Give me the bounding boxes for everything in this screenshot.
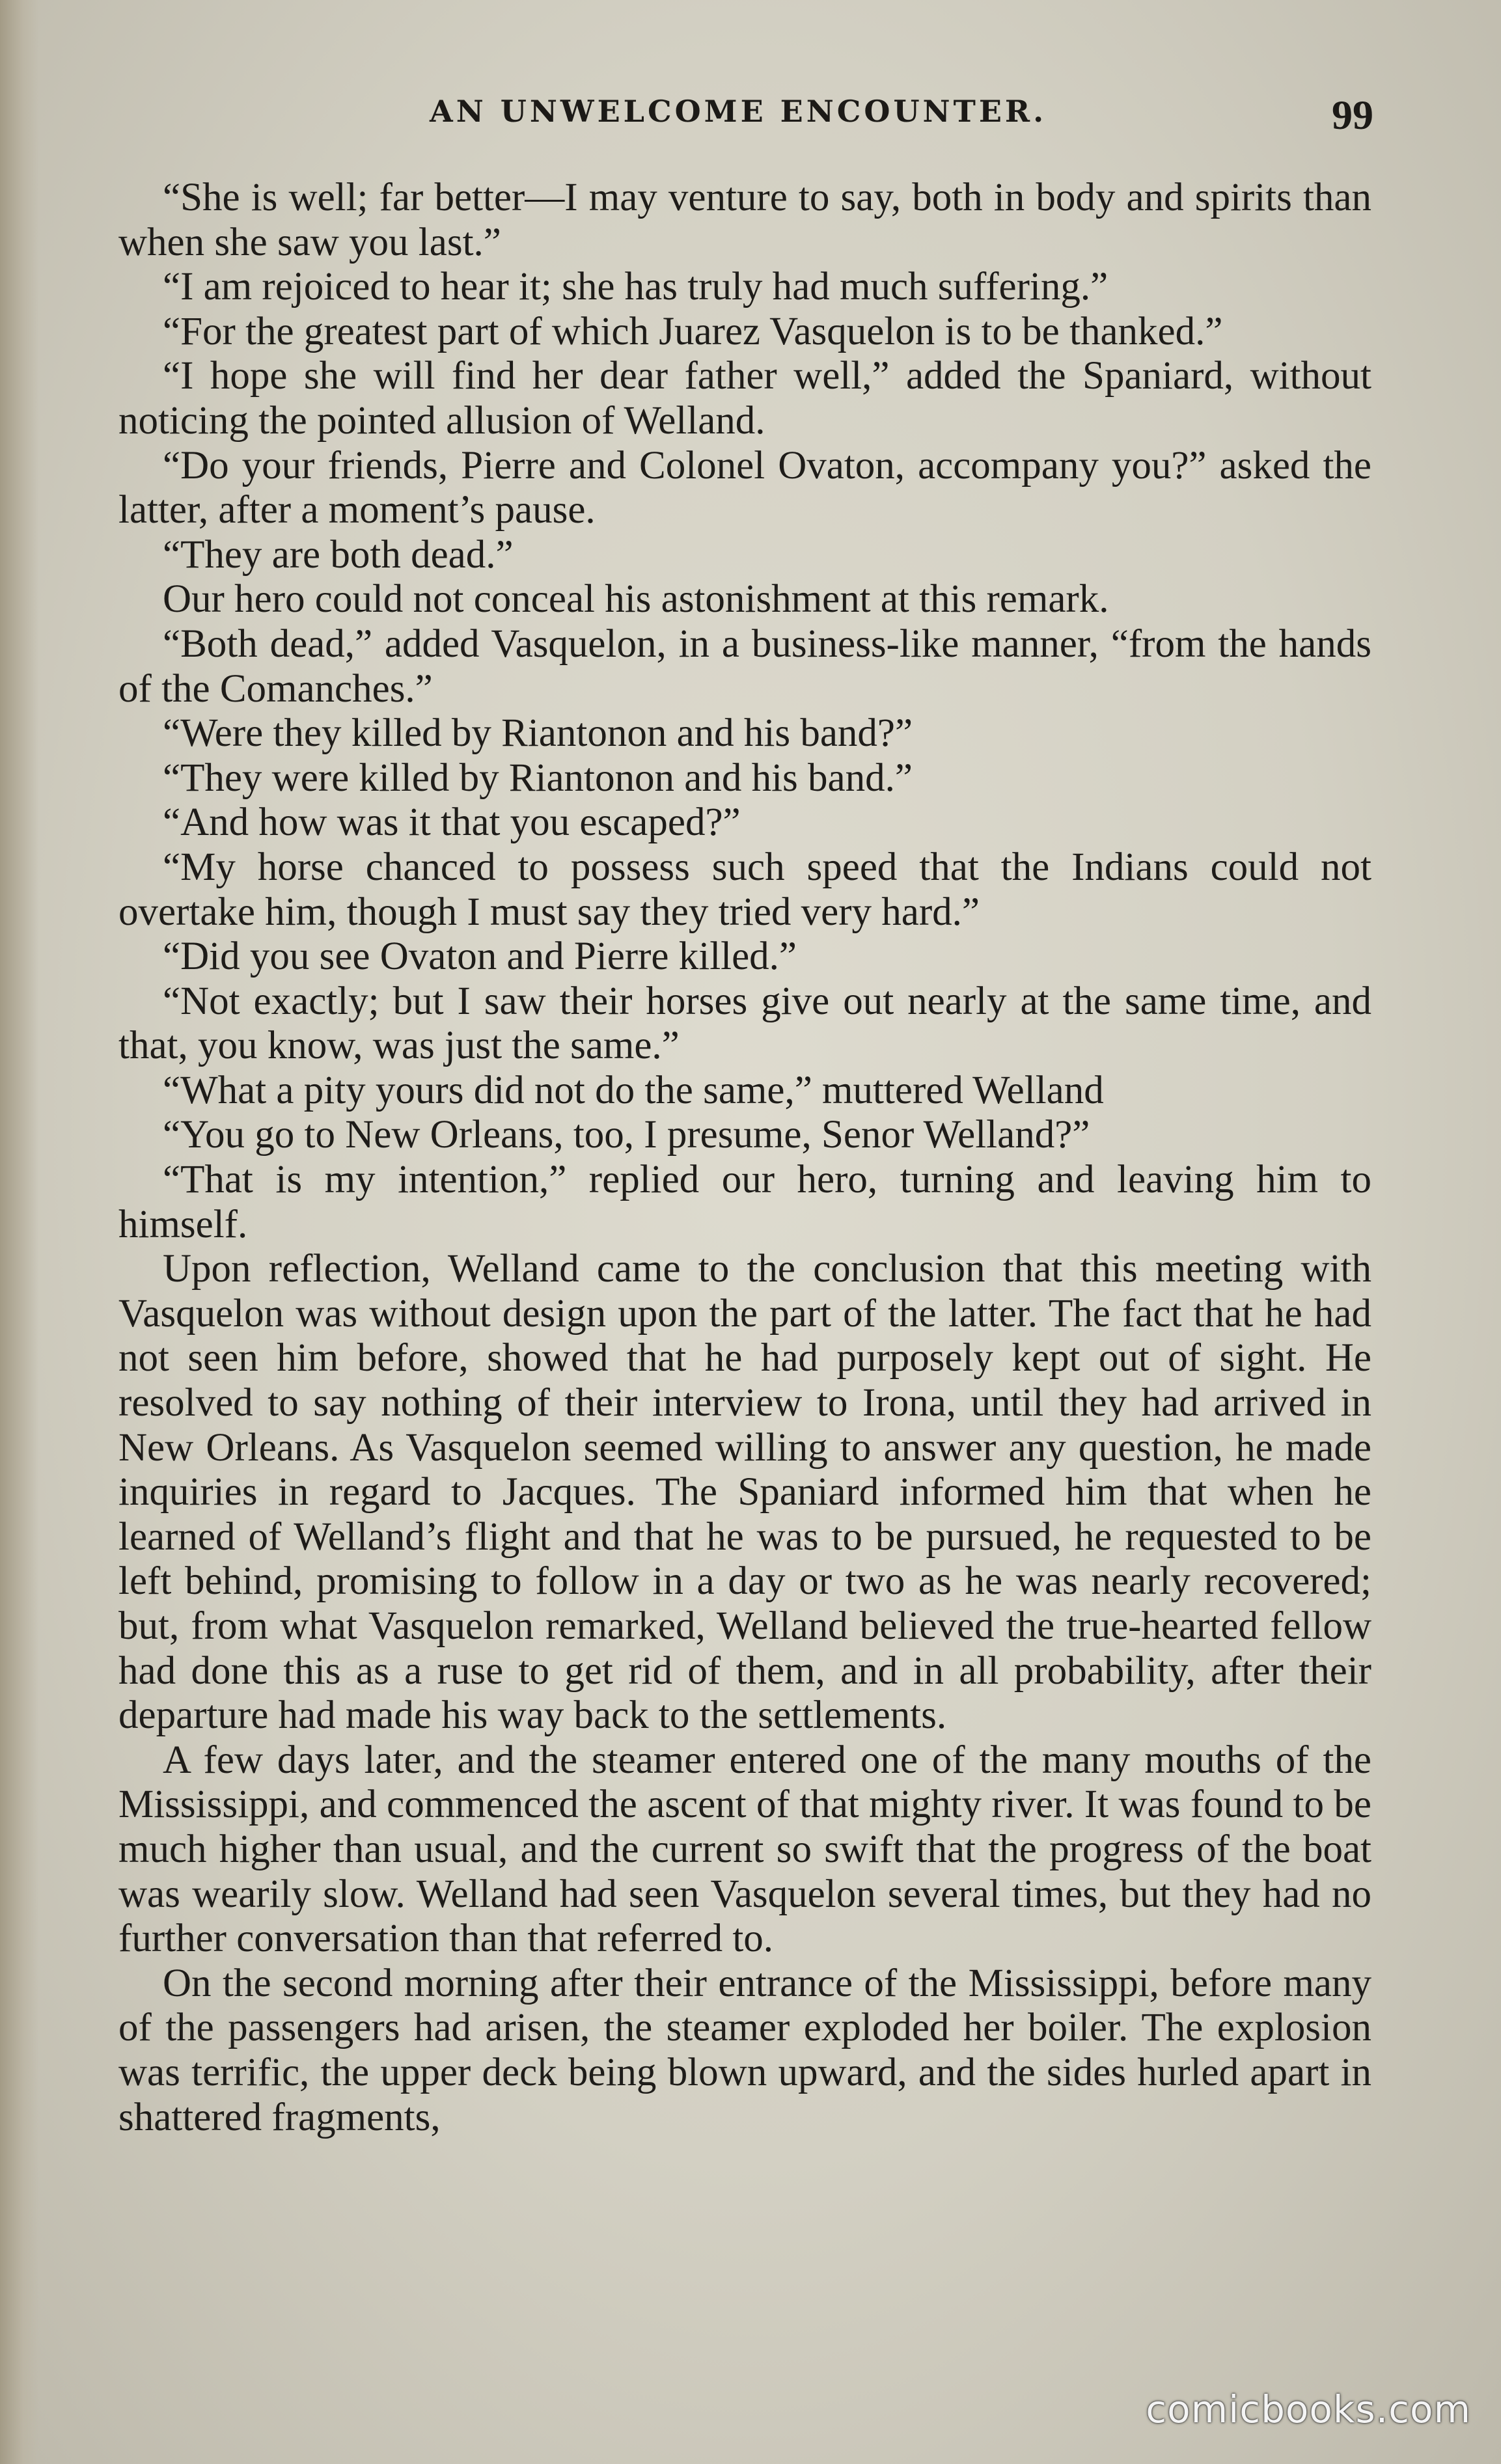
paragraph: “And how was it that you escaped?” xyxy=(163,801,741,845)
page-number: 99 xyxy=(1332,92,1373,138)
paragraph: “I am rejoiced to hear it; she has truly had much suffering.” xyxy=(163,265,1109,309)
page-edge-shadow xyxy=(0,0,39,2464)
paragraph: Our hero could not conceal his astonishment at this remark. xyxy=(163,577,1109,622)
paragraph: “I hope she will find her dear father well,” added the Spaniard, without noticing the pointed allusion of Welland. xyxy=(118,354,1371,443)
paragraph: “Did you see Ovaton and Pierre killed.” xyxy=(163,935,797,979)
paragraph: “What a pity yours did not do the same,” muttered Welland xyxy=(163,1068,1104,1112)
paragraph: A few days later, and the steamer entered one of the many mouths of the Mississippi, and commenced the ascent of that mighty river. It was found to be much higher than usual, and the current so swift that the progress of the boat was wearily slow. Welland had seen Vasquelon several times, but they had no further conversation than that referred to. xyxy=(118,1738,1371,1961)
paragraph: “For the greatest part of which Juarez Vasquelon is to be thanked.” xyxy=(163,309,1223,353)
paragraph: “Both dead,” added Vasquelon, in a business-like manner, “from the hands of the Comanches.” xyxy=(118,622,1371,711)
paragraph: “Do your friends, Pierre and Colonel Ovaton, accompany you?” asked the latter, after a moment’s pause. xyxy=(118,443,1371,532)
paragraph: “You go to New Orleans, too, I presume, Senor Welland?” xyxy=(163,1113,1090,1157)
running-title: AN UNWELCOME ENCOUNTER. xyxy=(430,94,1047,129)
paragraph: On the second morning after their entrance of the Mississippi, before many of the passengers had arisen, the steamer exploded her boiler. The explosion was terrific, the upper deck being blown upward, and the sides hurled apart in shattered fragments, xyxy=(118,1961,1371,2139)
paragraph: “They were killed by Riantonon and his band.” xyxy=(163,756,913,800)
paragraph: “Not exactly; but I saw their horses give out nearly at the same time, and that, you know, was just the same.” xyxy=(118,979,1371,1068)
paragraph: “That is my intention,” replied our hero, turning and leaving him to himself. xyxy=(118,1158,1371,1246)
running-head xyxy=(117,91,1373,143)
site-watermark: comicbooks.com xyxy=(1146,2387,1471,2431)
paragraph: “My horse chanced to possess such speed that the Indians could not overtake him, though I must say they tried very hard.” xyxy=(118,845,1371,934)
body-text xyxy=(118,176,1371,2140)
paragraph: “They are both dead.” xyxy=(163,532,514,577)
paragraph: Upon reflection, Welland came to the conclusion that this meeting with Vasquelon was without design upon the part of the latter. The fact that he had not seen him before, showed that he had purposely kept out of sight. He resolved to say nothing of their interview to Irona, until they had arrived in New Orleans. As Vasquelon seemed willing to answer any question, he made inquiries in regard to Jacques. The Spaniard informed him that when he learned of Welland’s flight and that he was to be pursued, he requested to be left behind, promising to follow in a day or two as he was nearly recovered; but, from what Vasquelon remarked, Welland believed the true-hearted fellow had done this as a ruse to get rid of them, and in all probability, after their departure had made his way back to the settlements. xyxy=(118,1247,1371,1738)
paragraph: “She is well; far better—I may venture to say, both in body and spirits than when she saw you last.” xyxy=(118,176,1371,264)
paragraph: “Were they killed by Riantonon and his band?” xyxy=(163,711,913,756)
